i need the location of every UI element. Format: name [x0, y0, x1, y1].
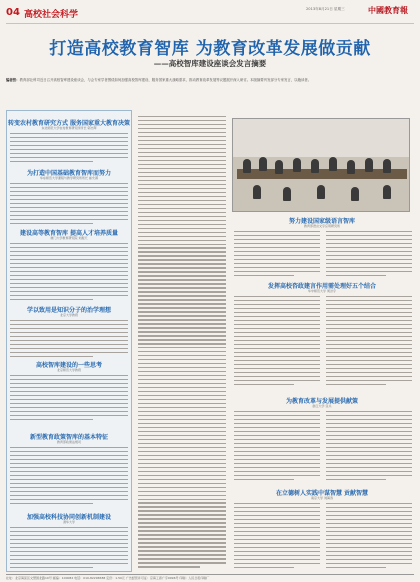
article-body — [234, 411, 320, 483]
article-body — [326, 231, 412, 279]
page-headline: 打造高校教育智库 为教育改革发展做贡献 — [49, 39, 371, 59]
article-author: 厦门大学教育研究院 刘振天 — [50, 236, 88, 240]
article-author: 东北师范大学农村教育研究所所长 邬志辉 — [41, 126, 97, 130]
article-body — [234, 503, 320, 571]
article-author: 北京大学教授 — [59, 313, 78, 317]
article-body — [326, 411, 412, 483]
article-title: 在立德树人实践中谋智慧 贡献智慧 — [275, 490, 369, 497]
article-title: 为打造中国基础教育智库而努力 — [26, 170, 111, 177]
newspaper-masthead: 中國教育報 — [368, 5, 408, 15]
article-author: 华东师范大学课程与教学研究所所长 崔允漷 — [40, 176, 98, 180]
article-author: 浙江大学 张兵 — [312, 404, 332, 408]
section-title: 高校社会科学 — [24, 10, 79, 20]
article-body — [10, 133, 128, 165]
article-title: 加强高校科技协同创新机制建设 — [26, 514, 111, 521]
editor-note-text: 教育部社科司近日召开高校智库建设座谈会，与会专家学者围绕如何加强高校智库建设、服务国家重大战略需求、推动教育改革发展等议题展开深入研讨。本版摘要刊发部分专家发言，以飨读者。 — [19, 78, 312, 82]
page-footer: 社址：北京海淀区文慧园北路10号 邮编：100082 电话：010-82296588 定价：1.50元 广告经营许可证：京海工商广字0096号 印刷：人民日报印刷厂 — [6, 574, 414, 582]
article-title: 学以致用是知识分子的治学理想 — [26, 307, 111, 314]
article-author: 清华大学 — [62, 520, 75, 524]
article-body — [234, 231, 320, 279]
article-title: 努力建设国家级语言智库 — [288, 218, 355, 225]
article-title: 为教育改革与发展提供献策 — [285, 398, 358, 405]
article-title: 转变农村教育研究方式 服务国家重大教育决策 — [7, 120, 131, 127]
page-subheadline: ——高校智库建设座谈会发言摘要 — [153, 59, 267, 68]
article-body — [10, 447, 128, 507]
article-author: 教育部政策法规司 — [56, 440, 81, 444]
article-author: 北京师范大学教授 — [56, 368, 81, 372]
article-body — [234, 296, 320, 388]
article-body-column — [138, 116, 226, 570]
article-body — [10, 375, 128, 423]
article-author: 南京大学 刘海涛 — [311, 496, 333, 500]
article-author: 华中师范大学 周洪宇 — [308, 289, 336, 293]
article-title: 新型教育政策智库的基本特征 — [29, 434, 108, 441]
editor-note-label: 编者按： — [6, 78, 20, 82]
section-number: 04 — [6, 7, 20, 18]
article-body — [10, 320, 128, 360]
article-body — [10, 527, 128, 571]
editor-note — [6, 78, 414, 108]
issue-date: 2013年8月21日 星期三 — [306, 7, 345, 11]
meeting-photo — [232, 118, 410, 212]
article-body — [326, 503, 412, 571]
article-body — [10, 183, 128, 227]
article-title: 高校智库建设的一些思考 — [35, 362, 102, 369]
article-title: 建设高等教育智库 提高人才培养质量 — [19, 230, 119, 237]
page-header — [6, 4, 414, 24]
article-author: 教育部语言文字应用研究所 — [303, 224, 340, 228]
article-title: 发挥高校咨政建言作用需处理好五个结合 — [267, 283, 376, 290]
article-body — [10, 243, 128, 303]
article-body — [326, 296, 412, 388]
